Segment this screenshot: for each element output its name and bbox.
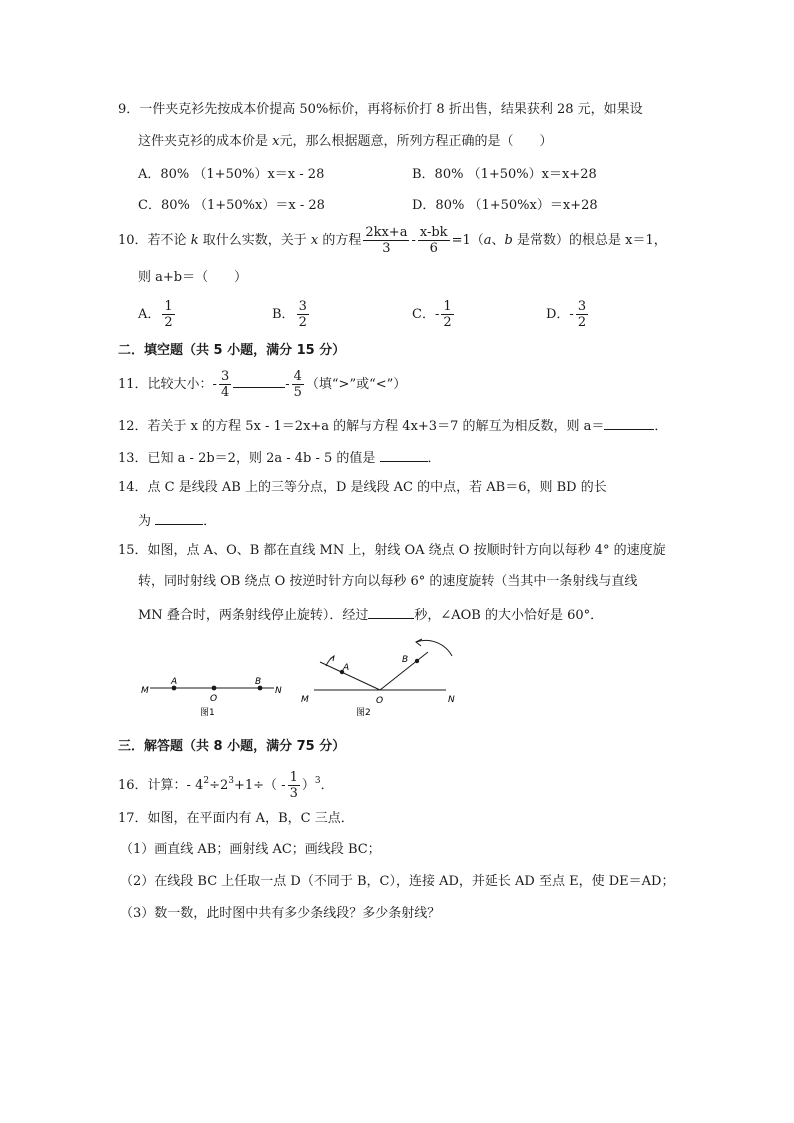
q15-line1: 15．如图，点 A、O、B 都在直线 MN 上，射线 OA 绕点 O 按顺时针方向以每秒 4° 的速度旋	[118, 543, 666, 558]
q10-opt-a-den: 2	[164, 315, 173, 330]
fig2-arrow-b	[416, 639, 422, 646]
q10-opt-d-frac	[576, 299, 588, 330]
q16-end: ．	[320, 778, 334, 793]
q13-line	[118, 447, 441, 468]
q10-fraction-1	[363, 225, 409, 256]
q11-post: （填“>”或“<”）	[305, 377, 407, 392]
q15-answer-blank[interactable]	[368, 604, 414, 619]
q10-opt-c-den: 2	[443, 315, 452, 330]
q10-eq: =1（	[451, 233, 484, 248]
q10-opt-a-frac	[162, 299, 174, 330]
q10-option-b	[272, 298, 311, 332]
q9-line2a: 这件夹克衫的成本价是	[138, 134, 273, 149]
q16-line	[118, 764, 334, 803]
q10-frac1-den: 3	[382, 241, 391, 256]
q10-k: k	[190, 233, 199, 248]
q10-option-c	[412, 298, 456, 332]
q10-opt-c-frac	[441, 299, 453, 330]
q11-frac-1	[219, 369, 231, 400]
fig2-ray-oa	[320, 662, 380, 690]
figure-1	[136, 672, 288, 720]
fig2-arc-b	[416, 640, 452, 656]
q10-pre: 10．若不论	[118, 233, 191, 248]
q11-answer-blank[interactable]	[233, 373, 285, 388]
q13-answer-blank[interactable]	[380, 447, 428, 462]
q9-line1: 9．一件夹克衫先按成本价提高 50%标价，再将标价打 8 折出售，结果获利 28 元，如果设	[118, 102, 643, 117]
fig2-label-m: M	[301, 695, 309, 705]
q9-line2b: 元，那么根据题意，所列方程正确的是（ ）	[279, 134, 553, 149]
q10-mid2: 的方程	[318, 233, 362, 248]
q15-line3a: MN 叠合时，两条射线停止旋转）．经过	[138, 608, 369, 623]
q16-sup2: 3	[228, 776, 234, 786]
figure-2	[296, 632, 468, 718]
q11-mid: -	[285, 377, 290, 392]
q10-opt-c-num: 1	[443, 299, 452, 314]
fig2-arrow-a	[330, 656, 334, 661]
q10-opt-d-num: 3	[577, 299, 587, 314]
q14-end: ．	[203, 514, 217, 529]
q12-text: 12．若关于 x 的方程 5x - 1＝2x+a 的解与方程 4x+3＝7 的解互为相反数，则 a＝	[118, 419, 605, 434]
q16-pre: 16．计算：- 4	[118, 778, 204, 793]
fig2-point-b	[415, 659, 419, 663]
q11-frac-2	[292, 369, 304, 400]
q10-fraction-2	[418, 225, 450, 256]
q10-line1	[118, 224, 667, 258]
q13-text: 13．已知 a - 2b＝2，则 2a - 4b - 5 的值是	[118, 451, 380, 466]
q11-line	[118, 368, 406, 402]
q10-opt-b-den: 2	[298, 315, 307, 330]
fig2-caption: 图2	[356, 708, 371, 718]
q17-line1: 17．如图，在平面内有 A，B，C 三点．	[118, 811, 354, 826]
q10-minus: -	[411, 233, 416, 248]
q16-f-den: 3	[289, 786, 298, 801]
q16-sup3: 3	[314, 776, 321, 786]
q14-line1: 14．点 C 是线段 AB 上的三等分点，D 是线段 AC 的中点，若 AB＝6，则 BD 的长	[118, 480, 607, 495]
q9-line2	[138, 133, 553, 151]
q16-mid: ÷2	[209, 778, 229, 793]
q16-f-num: 1	[289, 770, 298, 785]
q10-opt-c-label: C．-	[412, 307, 440, 322]
q14-line2-text: 为	[138, 514, 156, 529]
q10-frac1-num: 2kx+a	[365, 225, 408, 240]
fig1-caption: 图1	[200, 708, 215, 718]
q10-frac2-num: x-bk	[419, 225, 448, 240]
fig1-point-o	[212, 686, 217, 691]
q9-option-a: A．80% （1+50%）x＝x - 28	[138, 167, 325, 182]
q15-line3b: 秒，∠AOB 的大小恰好是 60°．	[414, 608, 604, 623]
q17-sub1: （1）画直线 AB；画射线 AC；画线段 BC；	[120, 842, 381, 857]
q10-option-d	[546, 298, 590, 332]
q10-opt-a-num: 1	[164, 299, 173, 314]
q11-f2-num: 4	[293, 369, 302, 384]
q12-answer-blank[interactable]	[604, 415, 654, 430]
q10-mid1: 取什么实数，关于	[198, 233, 311, 248]
q9-option-c: C．80% （1+50%x）＝x - 28	[138, 198, 325, 213]
fig2-label-n: N	[448, 695, 455, 705]
q14-answer-blank[interactable]	[155, 510, 203, 525]
q14-line2	[138, 510, 216, 531]
fig2-label-o: O	[376, 696, 384, 706]
q10-line2: 则 a+b＝（ ）	[138, 270, 248, 285]
q15-line3	[138, 604, 603, 625]
q9-option-b: B．80% （1+50%）x＝x+28	[412, 167, 597, 182]
q10-opt-d-den: 2	[577, 315, 587, 330]
q10-opt-a-label: A．	[138, 307, 161, 322]
q13-end: ．	[427, 451, 441, 466]
q10-option-a	[138, 298, 177, 332]
q10-opt-b-label: B．	[272, 307, 295, 322]
fig2-label-b: B	[402, 655, 409, 665]
q9-option-d: D．80% （1+50%x）＝x+28	[412, 198, 598, 213]
q15-line2: 转，同时射线 OB 绕点 O 按逆时针方向以每秒 6° 的速度旋转（当其中一条射线与直线	[138, 574, 638, 589]
q10-opt-b-frac	[297, 299, 309, 330]
fig1-label-m: M	[141, 686, 149, 696]
q17-sub2: （2）在线段 BC 上任取一点 D（不同于 B，C），连接 AD，并延长 AD 至点 E，使 DE＝AD；	[120, 874, 675, 889]
q16-post: ）	[301, 778, 315, 793]
q10-opt-d-label: D．-	[546, 307, 574, 322]
q16-sup1: 2	[203, 776, 210, 786]
q12-end: ．	[654, 419, 668, 434]
q11-f1-den: 4	[220, 385, 230, 400]
q10-opt-b-num: 3	[298, 299, 307, 314]
q9-var-x: x	[272, 134, 280, 149]
section-solution-title: 三．解答题（共 8 小题，满分 75 分）	[118, 739, 346, 754]
q11-f2-den: 5	[293, 385, 302, 400]
fig1-label-b: B	[255, 677, 262, 687]
q16-frac	[288, 770, 300, 801]
q17-sub3: （3）数一数，此时图中共有多少条线段？多少条射线？	[120, 906, 441, 921]
q11-pre: 11．比较大小：-	[118, 377, 217, 392]
fig1-label-o: O	[210, 694, 218, 704]
q10-post: 是常数）的根总是 x＝1，	[512, 233, 667, 248]
q10-comma: 、	[491, 233, 505, 248]
q12-line	[118, 415, 667, 436]
fig1-label-a: A	[171, 677, 178, 687]
q10-x: x	[310, 233, 319, 248]
q10-a: a	[483, 233, 492, 248]
fig1-label-n: N	[275, 686, 282, 696]
fig2-label-a: A	[343, 663, 350, 673]
section-fill-in-title: 二．填空题（共 5 小题，满分 15 分）	[118, 343, 346, 358]
q10-b: b	[504, 233, 513, 248]
q10-frac2-den: 6	[429, 241, 438, 256]
q16-mid2: +1÷（ -	[233, 778, 286, 793]
q11-f1-num: 3	[220, 369, 230, 384]
